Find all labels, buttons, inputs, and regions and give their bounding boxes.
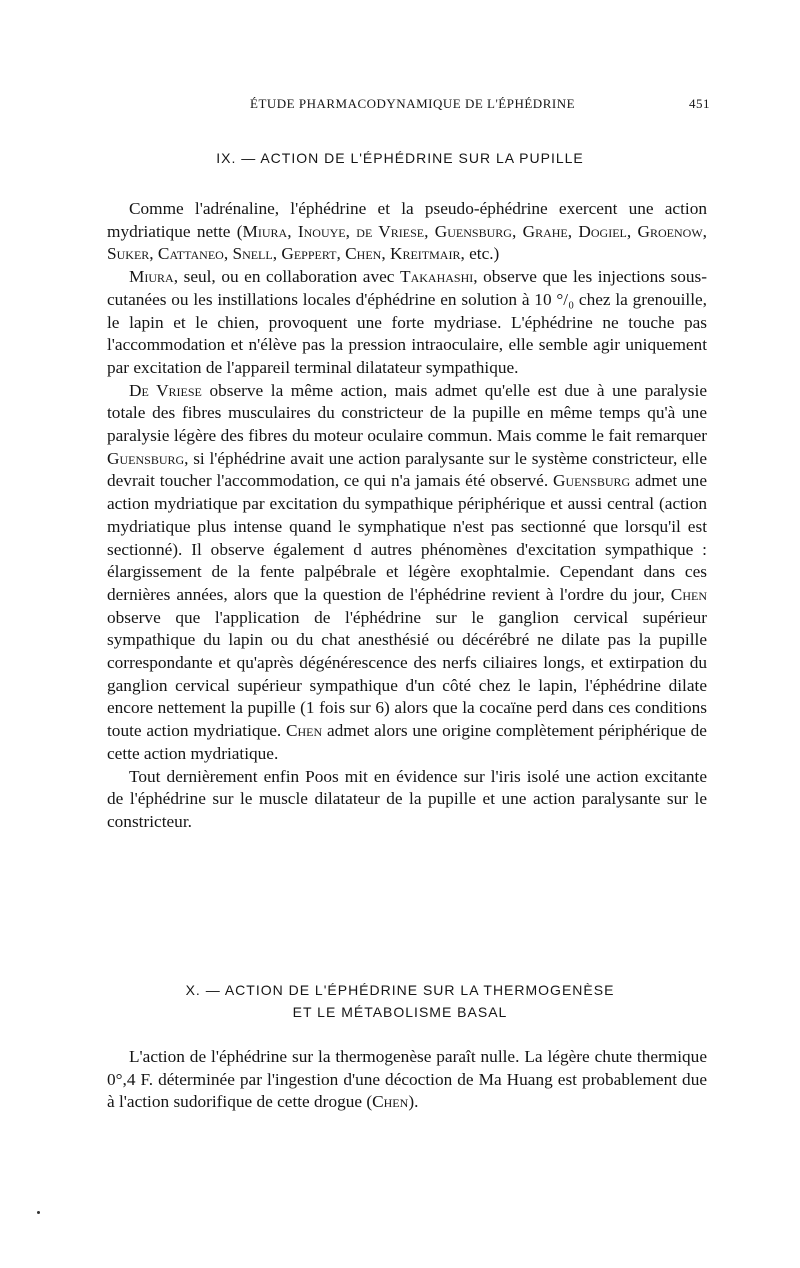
running-header [250,96,710,118]
author-name: de Vriese [356,221,425,241]
section-x-body [107,1046,707,1114]
author-name: Miura [129,267,174,287]
section-x-heading-line1: X. — ACTION DE L'ÉPHÉDRINE SUR LA THERMOGENÈSE [185,982,615,998]
author-name: Chen [345,244,382,264]
paragraph: De Vriese observe la même action, mais admet qu'elle est due à une paralysie totale des fibres musculaires du constricteur de la pupille en même temps qu'à une paralysie légère des fibres du moteur oculaire commun. Mais comme le fait remarquer Guensburg, si l'éphédrine avait une action paralysante sur le système constricteur, elle devrait toucher l'accommodation, ce qui n'a jamais été observé. Guensburg admet une action mydriatique par excitation du sympathique périphérique et aussi central (action mydriatique plus intense quand le symphatique n'est pas sectionné que lorsqu'il est sectionné). Il observe également d autres phénomènes d'excitation sympathique : élargissement de la fente palpébrale et légère exophtalmie. Cependant dans ces dernières années, alors que la question de l'éphédrine revient à l'ordre du jour, Chen observe que l'application de l'éphédrine sur le ganglion cervical supérieur sympathique du lapin ou du chat anesthésié ou décérébré ne dilate pas la pupille correspondante et qu'après dégénérescence des nerfs ciliaires longs, et extirpation du ganglion cervical supérieur sympathique d'un côté chez le lapin, l'éphédrine dilate encore nettement la pupille (1 fois sur 6) alors que la cocaïne perd dans ces conditions toute action mydriatique. Chen admet alors une origine complètement périphérique de cette action mydriatique. [107,380,708,763]
author-name: Snell [232,244,273,264]
author-name: Guensburg [107,448,185,468]
author-name: Inouye [297,221,346,241]
author-name: Dogiel [578,221,627,241]
paragraph: Comme l'adrénaline, l'éphédrine et la pseudo-éphédrine exercent une action mydriatique nette (Miura, Inouye, de Vriese, Guensburg, Grahe, Dogiel, Groenow, Suker, Cattaneo, Snell, Geppert, Chen, Kreitmair, etc.) [107,199,707,264]
author-name: Suker [107,244,150,264]
author-name: Chen [670,584,707,604]
author-name: Cattaneo [157,244,224,264]
author-name: Grahe [522,221,568,241]
author-name: Geppert [281,244,337,264]
author-name: Guensburg [553,471,631,491]
paragraph: L'action de l'éphédrine sur la thermogenèse paraît nulle. La légère chute thermique 0°,4 F. déterminée par l'ingestion d'une décoction de Ma Huang est probablement due à l'action sudorifique de cette drogue (Chen). [107,1047,707,1112]
author-name: Kreitmair [389,244,461,264]
paragraph: Tout dernièrement enfin Poos mit en évidence sur l'iris isolé une action excitante de l'éphédrine sur le muscle dilatateur de la pupille et une action paralysante sur le constricteur. [107,766,707,831]
author-name: Chen [285,721,323,741]
section-ix-heading: IX. — ACTION DE L'ÉPHÉDRINE SUR LA PUPILLE [216,150,584,166]
ink-speck [37,1211,40,1214]
author-name: Guensburg [434,221,512,241]
author-name: Groenow [637,221,703,241]
running-title: ÉTUDE PHARMACODYNAMIQUE DE L'ÉPHÉDRINE [250,96,576,111]
section-ix-body [107,198,707,834]
author-name: De Vriese [129,380,202,400]
page-number: 451 [689,96,710,111]
paragraph: Miura, seul, ou en collaboration avec Takahashi, observe que les injections sous-cutanées ou les instillations locales d'éphédrine en solution à 10 °/₀ chez la grenouille, le lapin et le chien, provoquent une forte mydriase. L'éphédrine ne touche pas l'accommodation et n'élève pas la pression intraoculaire, elle semble agir uniquement par excitation de l'appareil terminal dilatateur sympathique. [107,267,707,377]
author-name: Chen [372,1092,409,1112]
author-name: Miura [242,221,288,241]
section-x-heading-line2: ET LE MÉTABOLISME BASAL [292,1004,508,1020]
author-name: Takahashi [400,267,474,287]
